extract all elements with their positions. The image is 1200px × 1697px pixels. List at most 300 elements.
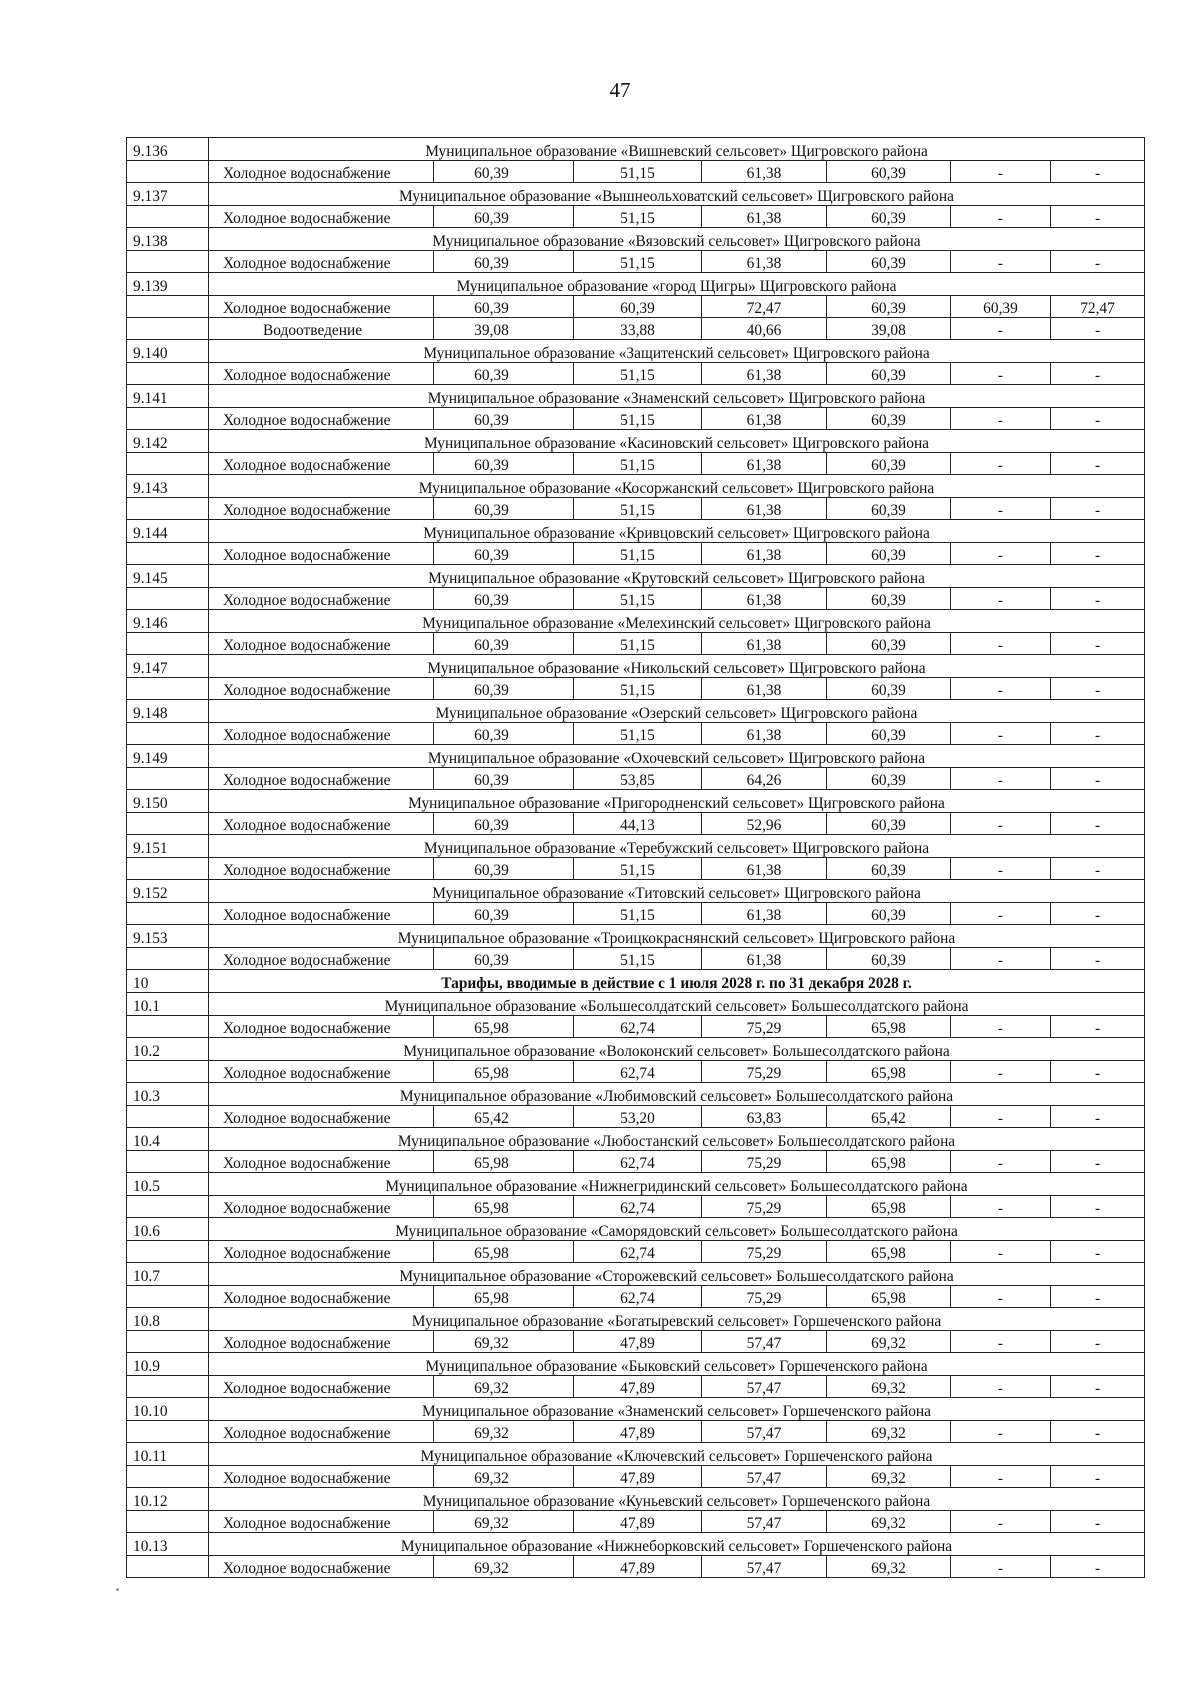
tariff-value-3: 57,47	[702, 1556, 827, 1578]
tariff-value-3: 75,29	[702, 1151, 827, 1173]
empty-number-cell	[127, 1331, 209, 1353]
tariff-value-6: -	[1051, 453, 1145, 475]
tariff-value-1: 65,98	[434, 1016, 574, 1038]
municipality-name: Муниципальное образование «Косоржанский сельсовет» Щигровского района	[209, 475, 1145, 498]
tariff-value-4: 60,39	[827, 588, 951, 610]
municipality-name: Муниципальное образование «Ключевский сельсовет» Горшеченского района	[209, 1443, 1145, 1466]
service-name: Холодное водоснабжение	[209, 296, 434, 318]
tariff-value-4: 60,39	[827, 903, 951, 925]
tariff-value-4: 60,39	[827, 206, 951, 228]
service-name: Водоотведение	[209, 318, 434, 340]
tariff-value-5: -	[951, 1106, 1051, 1128]
tariff-value-3: 61,38	[702, 858, 827, 880]
municipality-name: Муниципальное образование «Вишневский сельсовет» Щигровского района	[209, 138, 1145, 161]
row-number: 9.136	[127, 138, 209, 161]
service-name: Холодное водоснабжение	[209, 1286, 434, 1308]
empty-number-cell	[127, 1151, 209, 1173]
tariff-value-6: -	[1051, 408, 1145, 430]
tariff-value-2: 62,74	[574, 1016, 702, 1038]
tariff-value-1: 60,39	[434, 813, 574, 835]
row-number: 9.149	[127, 745, 209, 768]
row-number: 10.4	[127, 1128, 209, 1151]
tariff-value-2: 62,74	[574, 1241, 702, 1263]
tariff-value-5: -	[951, 1196, 1051, 1218]
tariff-value-6: -	[1051, 251, 1145, 273]
tariff-value-2: 53,85	[574, 768, 702, 790]
service-name: Холодное водоснабжение	[209, 251, 434, 273]
municipality-row	[127, 273, 1145, 296]
row-number: 9.150	[127, 790, 209, 813]
service-row	[127, 768, 1145, 790]
tariff-value-1: 60,39	[434, 678, 574, 700]
tariff-value-6: -	[1051, 633, 1145, 655]
municipality-name: Муниципальное образование «Теребужский сельсовет» Щигровского района	[209, 835, 1145, 858]
empty-number-cell	[127, 813, 209, 835]
tariff-value-5: -	[951, 1511, 1051, 1533]
row-number: 9.152	[127, 880, 209, 903]
tariff-value-3: 75,29	[702, 1241, 827, 1263]
municipality-row	[127, 1083, 1145, 1106]
municipality-name: Муниципальное образование «Вязовский сельсовет» Щигровского района	[209, 228, 1145, 251]
tariff-value-3: 40,66	[702, 318, 827, 340]
service-name: Холодное водоснабжение	[209, 1511, 434, 1533]
tariff-value-6: 72,47	[1051, 296, 1145, 318]
service-row	[127, 1466, 1145, 1488]
municipality-name: Муниципальное образование «Титовский сельсовет» Щигровского района	[209, 880, 1145, 903]
tariff-value-2: 47,89	[574, 1466, 702, 1488]
service-name: Холодное водоснабжение	[209, 1556, 434, 1578]
municipality-name: Муниципальное образование «Никольский сельсовет» Щигровского района	[209, 655, 1145, 678]
municipality-name: Муниципальное образование «Любимовский сельсовет» Большесолдатского района	[209, 1083, 1145, 1106]
tariff-table-body	[127, 138, 1145, 1578]
tariff-value-5: -	[951, 1061, 1051, 1083]
service-name: Холодное водоснабжение	[209, 1421, 434, 1443]
service-row	[127, 1061, 1145, 1083]
service-name: Холодное водоснабжение	[209, 1196, 434, 1218]
tariff-value-3: 57,47	[702, 1511, 827, 1533]
service-row	[127, 161, 1145, 183]
service-row	[127, 903, 1145, 925]
municipality-row	[127, 610, 1145, 633]
service-name: Холодное водоснабжение	[209, 498, 434, 520]
service-name: Холодное водоснабжение	[209, 161, 434, 183]
tariff-value-4: 60,39	[827, 161, 951, 183]
tariff-value-4: 39,08	[827, 318, 951, 340]
tariff-value-3: 61,38	[702, 543, 827, 565]
service-name: Холодное водоснабжение	[209, 1241, 434, 1263]
service-row	[127, 678, 1145, 700]
tariff-value-3: 61,38	[702, 948, 827, 970]
empty-number-cell	[127, 1421, 209, 1443]
municipality-row	[127, 655, 1145, 678]
tariff-value-6: -	[1051, 1376, 1145, 1398]
municipality-row	[127, 1443, 1145, 1466]
tariff-value-5: -	[951, 678, 1051, 700]
tariff-value-6: -	[1051, 498, 1145, 520]
empty-number-cell	[127, 1511, 209, 1533]
municipality-name: Муниципальное образование «Любостанский сельсовет» Большесолдатского района	[209, 1128, 1145, 1151]
tariff-value-2: 51,15	[574, 161, 702, 183]
row-number: 9.137	[127, 183, 209, 206]
tariff-value-4: 60,39	[827, 723, 951, 745]
municipality-name: Муниципальное образование «Троицкокраснянский сельсовет» Щигровского района	[209, 925, 1145, 948]
row-number: 10.13	[127, 1533, 209, 1556]
tariff-value-1: 60,39	[434, 633, 574, 655]
municipality-row	[127, 925, 1145, 948]
tariff-value-4: 65,42	[827, 1106, 951, 1128]
row-number: 10.7	[127, 1263, 209, 1286]
tariff-value-5: -	[951, 251, 1051, 273]
row-number: 9.140	[127, 340, 209, 363]
tariff-value-3: 57,47	[702, 1421, 827, 1443]
tariff-value-4: 65,98	[827, 1286, 951, 1308]
tariff-value-2: 44,13	[574, 813, 702, 835]
empty-number-cell	[127, 1556, 209, 1578]
tariff-value-5: -	[951, 768, 1051, 790]
tariff-value-1: 60,39	[434, 251, 574, 273]
tariff-value-1: 60,39	[434, 903, 574, 925]
tariff-value-5: -	[951, 498, 1051, 520]
municipality-name: Муниципальное образование «Саморядовский сельсовет» Большесолдатского района	[209, 1218, 1145, 1241]
tariff-value-5: -	[951, 1286, 1051, 1308]
empty-number-cell	[127, 498, 209, 520]
service-name: Холодное водоснабжение	[209, 408, 434, 430]
service-row	[127, 363, 1145, 385]
row-number: 10.5	[127, 1173, 209, 1196]
row-number: 9.153	[127, 925, 209, 948]
municipality-name: Муниципальное образование «Волоконский сельсовет» Большесолдатского района	[209, 1038, 1145, 1061]
tariff-value-5: -	[951, 1151, 1051, 1173]
tariff-value-1: 60,39	[434, 588, 574, 610]
tariff-value-1: 60,39	[434, 858, 574, 880]
tariff-value-4: 60,39	[827, 858, 951, 880]
tariff-value-4: 60,39	[827, 948, 951, 970]
row-number: 10.2	[127, 1038, 209, 1061]
tariff-value-4: 60,39	[827, 813, 951, 835]
tariff-value-2: 62,74	[574, 1061, 702, 1083]
tariff-table	[126, 137, 1145, 1578]
tariff-value-3: 61,38	[702, 453, 827, 475]
tariff-value-3: 61,38	[702, 408, 827, 430]
municipality-row	[127, 1353, 1145, 1376]
scan-speck	[116, 1588, 119, 1591]
tariff-value-2: 51,15	[574, 948, 702, 970]
municipality-row	[127, 138, 1145, 161]
service-name: Холодное водоснабжение	[209, 363, 434, 385]
municipality-row	[127, 1173, 1145, 1196]
tariff-value-1: 69,32	[434, 1511, 574, 1533]
tariff-value-6: -	[1051, 318, 1145, 340]
tariff-value-6: -	[1051, 1106, 1145, 1128]
service-name: Холодное водоснабжение	[209, 1376, 434, 1398]
service-row	[127, 1151, 1145, 1173]
row-number: 9.146	[127, 610, 209, 633]
tariff-value-5: -	[951, 363, 1051, 385]
municipality-name: Муниципальное образование «Сторожевский сельсовет» Большесолдатского района	[209, 1263, 1145, 1286]
tariff-value-6: -	[1051, 903, 1145, 925]
service-name: Холодное водоснабжение	[209, 453, 434, 475]
municipality-name: Муниципальное образование «Богатыревский сельсовет» Горшеченского района	[209, 1308, 1145, 1331]
service-name: Холодное водоснабжение	[209, 588, 434, 610]
empty-number-cell	[127, 633, 209, 655]
tariff-value-6: -	[1051, 363, 1145, 385]
tariff-value-1: 60,39	[434, 723, 574, 745]
municipality-name: Муниципальное образование «Быковский сельсовет» Горшеченского района	[209, 1353, 1145, 1376]
row-number: 9.142	[127, 430, 209, 453]
row-number: 10	[127, 970, 209, 993]
tariff-value-6: -	[1051, 206, 1145, 228]
empty-number-cell	[127, 453, 209, 475]
municipality-name: Муниципальное образование «город Щигры» Щигровского района	[209, 273, 1145, 296]
municipality-name: Муниципальное образование «Защитенский сельсовет» Щигровского района	[209, 340, 1145, 363]
service-row	[127, 1196, 1145, 1218]
municipality-row	[127, 520, 1145, 543]
tariff-value-4: 60,39	[827, 633, 951, 655]
municipality-name: Муниципальное образование «Знаменский сельсовет» Горшеченского района	[209, 1398, 1145, 1421]
municipality-row	[127, 835, 1145, 858]
tariff-value-2: 51,15	[574, 858, 702, 880]
tariff-value-3: 61,38	[702, 251, 827, 273]
empty-number-cell	[127, 948, 209, 970]
tariff-value-1: 60,39	[434, 498, 574, 520]
municipality-name: Муниципальное образование «Мелехинский сельсовет» Щигровского района	[209, 610, 1145, 633]
tariff-value-4: 60,39	[827, 498, 951, 520]
service-name: Холодное водоснабжение	[209, 948, 434, 970]
tariff-value-4: 65,98	[827, 1241, 951, 1263]
municipality-name: Муниципальное образование «Нижнеборковский сельсовет» Горшеченского района	[209, 1533, 1145, 1556]
tariff-value-3: 52,96	[702, 813, 827, 835]
tariff-value-1: 60,39	[434, 296, 574, 318]
tariff-value-6: -	[1051, 1466, 1145, 1488]
service-name: Холодное водоснабжение	[209, 543, 434, 565]
municipality-row	[127, 1218, 1145, 1241]
empty-number-cell	[127, 768, 209, 790]
tariff-value-6: -	[1051, 161, 1145, 183]
tariff-value-1: 60,39	[434, 161, 574, 183]
service-name: Холодное водоснабжение	[209, 1106, 434, 1128]
tariff-value-4: 65,98	[827, 1016, 951, 1038]
tariff-value-4: 65,98	[827, 1151, 951, 1173]
tariff-value-5: -	[951, 161, 1051, 183]
row-number: 10.8	[127, 1308, 209, 1331]
tariff-value-6: -	[1051, 588, 1145, 610]
tariff-value-2: 51,15	[574, 588, 702, 610]
municipality-name: Муниципальное образование «Касиновский сельсовет» Щигровского района	[209, 430, 1145, 453]
empty-number-cell	[127, 858, 209, 880]
row-number: 10.9	[127, 1353, 209, 1376]
tariff-value-3: 57,47	[702, 1331, 827, 1353]
tariff-value-1: 60,39	[434, 206, 574, 228]
service-row	[127, 858, 1145, 880]
empty-number-cell	[127, 903, 209, 925]
tariff-value-2: 51,15	[574, 678, 702, 700]
period-title: Тарифы, вводимые в действие с 1 июля 2028 г. по 31 декабря 2028 г.	[209, 970, 1145, 993]
tariff-value-2: 62,74	[574, 1196, 702, 1218]
service-row	[127, 1331, 1145, 1353]
empty-number-cell	[127, 318, 209, 340]
service-row	[127, 948, 1145, 970]
service-row	[127, 251, 1145, 273]
tariff-value-1: 69,32	[434, 1556, 574, 1578]
tariff-value-4: 60,39	[827, 453, 951, 475]
row-number: 9.143	[127, 475, 209, 498]
row-number: 9.139	[127, 273, 209, 296]
tariff-value-6: -	[1051, 1421, 1145, 1443]
tariff-value-4: 69,32	[827, 1556, 951, 1578]
tariff-value-5: -	[951, 1556, 1051, 1578]
tariff-value-4: 69,32	[827, 1331, 951, 1353]
tariff-value-5: 60,39	[951, 296, 1051, 318]
row-number: 10.12	[127, 1488, 209, 1511]
tariff-value-3: 57,47	[702, 1376, 827, 1398]
tariff-value-2: 47,89	[574, 1331, 702, 1353]
tariff-value-2: 51,15	[574, 251, 702, 273]
tariff-value-1: 65,42	[434, 1106, 574, 1128]
municipality-row	[127, 385, 1145, 408]
service-row	[127, 1556, 1145, 1578]
tariff-value-3: 61,38	[702, 498, 827, 520]
service-row	[127, 408, 1145, 430]
service-row	[127, 1376, 1145, 1398]
service-row	[127, 723, 1145, 745]
row-number: 10.1	[127, 993, 209, 1016]
tariff-value-2: 47,89	[574, 1376, 702, 1398]
tariff-value-2: 51,15	[574, 206, 702, 228]
row-number: 9.144	[127, 520, 209, 543]
tariff-value-4: 60,39	[827, 363, 951, 385]
tariff-value-4: 60,39	[827, 678, 951, 700]
tariff-value-3: 61,38	[702, 723, 827, 745]
tariff-value-4: 60,39	[827, 768, 951, 790]
tariff-value-5: -	[951, 1331, 1051, 1353]
service-name: Холодное водоснабжение	[209, 903, 434, 925]
row-number: 9.141	[127, 385, 209, 408]
tariff-value-6: -	[1051, 858, 1145, 880]
service-name: Холодное водоснабжение	[209, 858, 434, 880]
empty-number-cell	[127, 251, 209, 273]
empty-number-cell	[127, 296, 209, 318]
empty-number-cell	[127, 588, 209, 610]
tariff-value-2: 60,39	[574, 296, 702, 318]
municipality-row	[127, 1263, 1145, 1286]
service-row	[127, 813, 1145, 835]
service-row	[127, 543, 1145, 565]
empty-number-cell	[127, 1241, 209, 1263]
tariff-value-6: -	[1051, 813, 1145, 835]
tariff-value-1: 60,39	[434, 408, 574, 430]
municipality-row	[127, 1038, 1145, 1061]
tariff-value-6: -	[1051, 768, 1145, 790]
tariff-value-4: 60,39	[827, 296, 951, 318]
tariff-value-6: -	[1051, 948, 1145, 970]
tariff-value-2: 51,15	[574, 453, 702, 475]
tariff-value-1: 65,98	[434, 1151, 574, 1173]
tariff-value-4: 65,98	[827, 1196, 951, 1218]
empty-number-cell	[127, 1061, 209, 1083]
tariff-value-2: 51,15	[574, 408, 702, 430]
tariff-value-4: 60,39	[827, 251, 951, 273]
tariff-value-5: -	[951, 1466, 1051, 1488]
tariff-value-3: 61,38	[702, 206, 827, 228]
row-number: 10.11	[127, 1443, 209, 1466]
row-number: 9.145	[127, 565, 209, 588]
municipality-row	[127, 745, 1145, 768]
empty-number-cell	[127, 1016, 209, 1038]
tariff-value-5: -	[951, 318, 1051, 340]
tariff-value-5: -	[951, 1421, 1051, 1443]
tariff-value-1: 69,32	[434, 1421, 574, 1443]
tariff-value-3: 61,38	[702, 903, 827, 925]
tariff-value-6: -	[1051, 1286, 1145, 1308]
tariff-value-2: 51,15	[574, 363, 702, 385]
tariff-value-6: -	[1051, 1016, 1145, 1038]
service-row	[127, 1106, 1145, 1128]
service-row	[127, 318, 1145, 340]
tariff-value-2: 47,89	[574, 1421, 702, 1443]
page-number: 47	[609, 78, 631, 102]
row-number: 10.10	[127, 1398, 209, 1421]
tariff-value-3: 61,38	[702, 363, 827, 385]
empty-number-cell	[127, 206, 209, 228]
empty-number-cell	[127, 1196, 209, 1218]
tariff-value-6: -	[1051, 1556, 1145, 1578]
empty-number-cell	[127, 161, 209, 183]
service-name: Холодное водоснабжение	[209, 1466, 434, 1488]
tariff-value-2: 51,15	[574, 498, 702, 520]
tariff-value-5: -	[951, 1376, 1051, 1398]
tariff-value-5: -	[951, 903, 1051, 925]
tariff-value-2: 51,15	[574, 903, 702, 925]
tariff-value-1: 65,98	[434, 1241, 574, 1263]
tariff-value-2: 62,74	[574, 1286, 702, 1308]
tariff-value-1: 65,98	[434, 1196, 574, 1218]
municipality-row	[127, 1488, 1145, 1511]
tariff-value-6: -	[1051, 1241, 1145, 1263]
tariff-value-2: 47,89	[574, 1556, 702, 1578]
tariff-value-4: 69,32	[827, 1466, 951, 1488]
municipality-name: Муниципальное образование «Вышнеольховатский сельсовет» Щигровского района	[209, 183, 1145, 206]
tariff-value-5: -	[951, 453, 1051, 475]
tariff-value-5: -	[951, 813, 1051, 835]
empty-number-cell	[127, 678, 209, 700]
municipality-name: Муниципальное образование «Нижнегридинский сельсовет» Большесолдатского района	[209, 1173, 1145, 1196]
tariff-value-6: -	[1051, 543, 1145, 565]
period-header-row	[127, 970, 1145, 993]
municipality-name: Муниципальное образование «Крутовский сельсовет» Щигровского района	[209, 565, 1145, 588]
row-number: 9.138	[127, 228, 209, 251]
tariff-value-5: -	[951, 723, 1051, 745]
tariff-value-4: 60,39	[827, 408, 951, 430]
municipality-name: Муниципальное образование «Озерский сельсовет» Щигровского района	[209, 700, 1145, 723]
row-number: 10.3	[127, 1083, 209, 1106]
municipality-name: Муниципальное образование «Кривцовский сельсовет» Щигровского района	[209, 520, 1145, 543]
service-name: Холодное водоснабжение	[209, 1151, 434, 1173]
tariff-value-4: 69,32	[827, 1511, 951, 1533]
tariff-value-6: -	[1051, 723, 1145, 745]
service-row	[127, 1241, 1145, 1263]
tariff-value-3: 63,83	[702, 1106, 827, 1128]
service-row	[127, 498, 1145, 520]
municipality-row	[127, 790, 1145, 813]
municipality-row	[127, 475, 1145, 498]
tariff-value-5: -	[951, 543, 1051, 565]
municipality-row	[127, 340, 1145, 363]
municipality-row	[127, 1533, 1145, 1556]
tariff-value-2: 47,89	[574, 1511, 702, 1533]
tariff-value-3: 75,29	[702, 1016, 827, 1038]
tariff-value-2: 62,74	[574, 1151, 702, 1173]
tariff-value-2: 51,15	[574, 723, 702, 745]
